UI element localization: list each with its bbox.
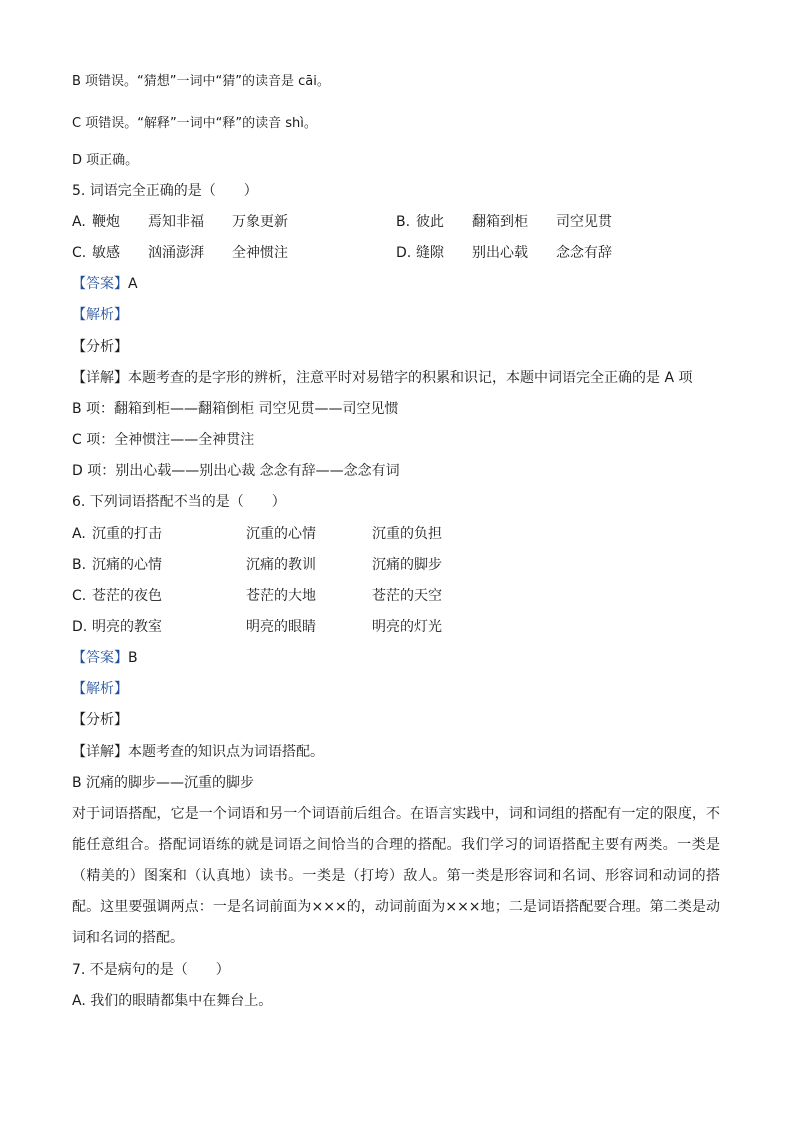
q6-option-a-word: 沉重的打击	[92, 526, 162, 542]
q5-detail	[72, 368, 692, 388]
q5-option-c-word: 敏感	[92, 245, 120, 261]
q6-fenxi-tag: 【分析】	[72, 712, 128, 728]
q5-fenxi-tag: 【分析】	[72, 339, 128, 355]
q6-answer	[72, 648, 138, 668]
q6-option-c-word: 苍茫的天空	[372, 588, 442, 604]
q6-option-d-label: D.	[72, 619, 88, 635]
q6-option-c-label: C.	[72, 588, 87, 604]
q6-analysis-tag: 【解析】	[72, 681, 128, 697]
q5-option-c-word: 全神惯注	[232, 245, 288, 261]
answer-tag: 【答案】	[72, 276, 128, 292]
q5-option-b-word: 翻箱到柜	[472, 214, 528, 230]
option-d-explanation: D 项正确。	[72, 153, 139, 168]
q6-option-b-word: 沉痛的脚步	[372, 557, 442, 573]
q5-option-b-word: 彼此	[416, 214, 444, 230]
detail-tag: 【详解】	[72, 370, 128, 386]
q6-option-c-word: 苍茫的大地	[246, 588, 316, 604]
q6-option-a-word: 沉重的心情	[246, 526, 316, 542]
answer-value: A	[128, 276, 138, 292]
q6-detail	[72, 742, 324, 762]
q6-option-d-word: 明亮的灯光	[372, 619, 442, 635]
q5-option-d-word: 念念有辞	[556, 245, 612, 261]
q5-option-a-word: 万象更新	[232, 214, 288, 230]
detail-tag: 【详解】	[72, 744, 128, 760]
q6-option-b-label: B.	[72, 557, 87, 573]
question-5: 5. 词语完全正确的是（ ）	[72, 183, 258, 199]
answer-value: B	[128, 650, 138, 666]
question-6: 6. 下列词语搭配不当的是（ ）	[72, 494, 286, 510]
q5-option-d-word: 缝隙	[416, 245, 444, 261]
q5-detail-d: D 项：别出心载——别出心裁 念念有辞——念念有词	[72, 463, 400, 479]
q5-detail-c: C 项：全神惯注——全神贯注	[72, 432, 255, 448]
q6-option-b-word: 沉痛的心情	[92, 557, 162, 573]
q5-option-c-word: 汹涌澎湃	[148, 245, 204, 261]
q6-option-d-word: 明亮的眼睛	[246, 619, 316, 635]
q6-option-c-word: 苍茫的夜色	[92, 588, 162, 604]
q6-detail-b: B 沉痛的脚步——沉重的脚步	[72, 775, 255, 791]
q5-option-a-word: 焉知非福	[148, 214, 204, 230]
detail-text: 本题考查的是字形的辨析，注意平时对易错字的积累和识记，本题中词语完全正确的是 A 项	[128, 370, 693, 386]
option-b-explanation: B 项错误。“猜想”一词中“猜”的读音是 cāi。	[72, 74, 330, 89]
q5-option-d-label: D.	[396, 245, 412, 261]
option-c-explanation: C 项错误。“解释”一词中“释”的读音 shì。	[72, 116, 317, 131]
question-7: 7. 不是病句的是（ ）	[72, 962, 230, 978]
q7-option-a: A. 我们的眼睛都集中在舞台上。	[72, 993, 273, 1009]
q5-option-a-word: 鞭炮	[92, 214, 120, 230]
q5-analysis-tag: 【解析】	[72, 307, 128, 323]
q5-option-c-label: C.	[72, 245, 87, 261]
q5-answer	[72, 274, 138, 294]
q6-option-b-word: 沉痛的教训	[246, 557, 316, 573]
detail-text: 本题考查的知识点为词语搭配。	[128, 744, 324, 760]
q6-option-d-word: 明亮的教室	[92, 619, 162, 635]
q5-option-b-label: B.	[396, 214, 411, 230]
q6-explanation-paragraph: 对于词语搭配，它是一个词语和另一个词语前后组合。在语言实践中，词和词组的搭配有一定的限度，不能任意组合。搭配词语练的就是词语之间恰当的合理的搭配。我们学习的词语搭配主要有两类。一类是（精美的）图案和（认真地）读书。一类是（打垮）敌人。第一类是形容词和名词、形容词和动词的搭配。这里要强调两点：一是名词前面为×××的，动词前面为×××地；二是词语搭配要合理。第二类是动词和名词的搭配。	[72, 806, 720, 946]
q6-option-a-label: A.	[72, 526, 86, 542]
q5-option-a-label: A.	[72, 214, 86, 230]
q5-option-d-word: 别出心载	[472, 245, 528, 261]
q6-option-a-word: 沉重的负担	[372, 526, 442, 542]
q5-option-b-word: 司空见贯	[556, 214, 612, 230]
answer-tag: 【答案】	[72, 650, 128, 666]
q5-detail-b: B 项：翻箱到柜——翻箱倒柜 司空见贯——司空见惯	[72, 401, 399, 417]
